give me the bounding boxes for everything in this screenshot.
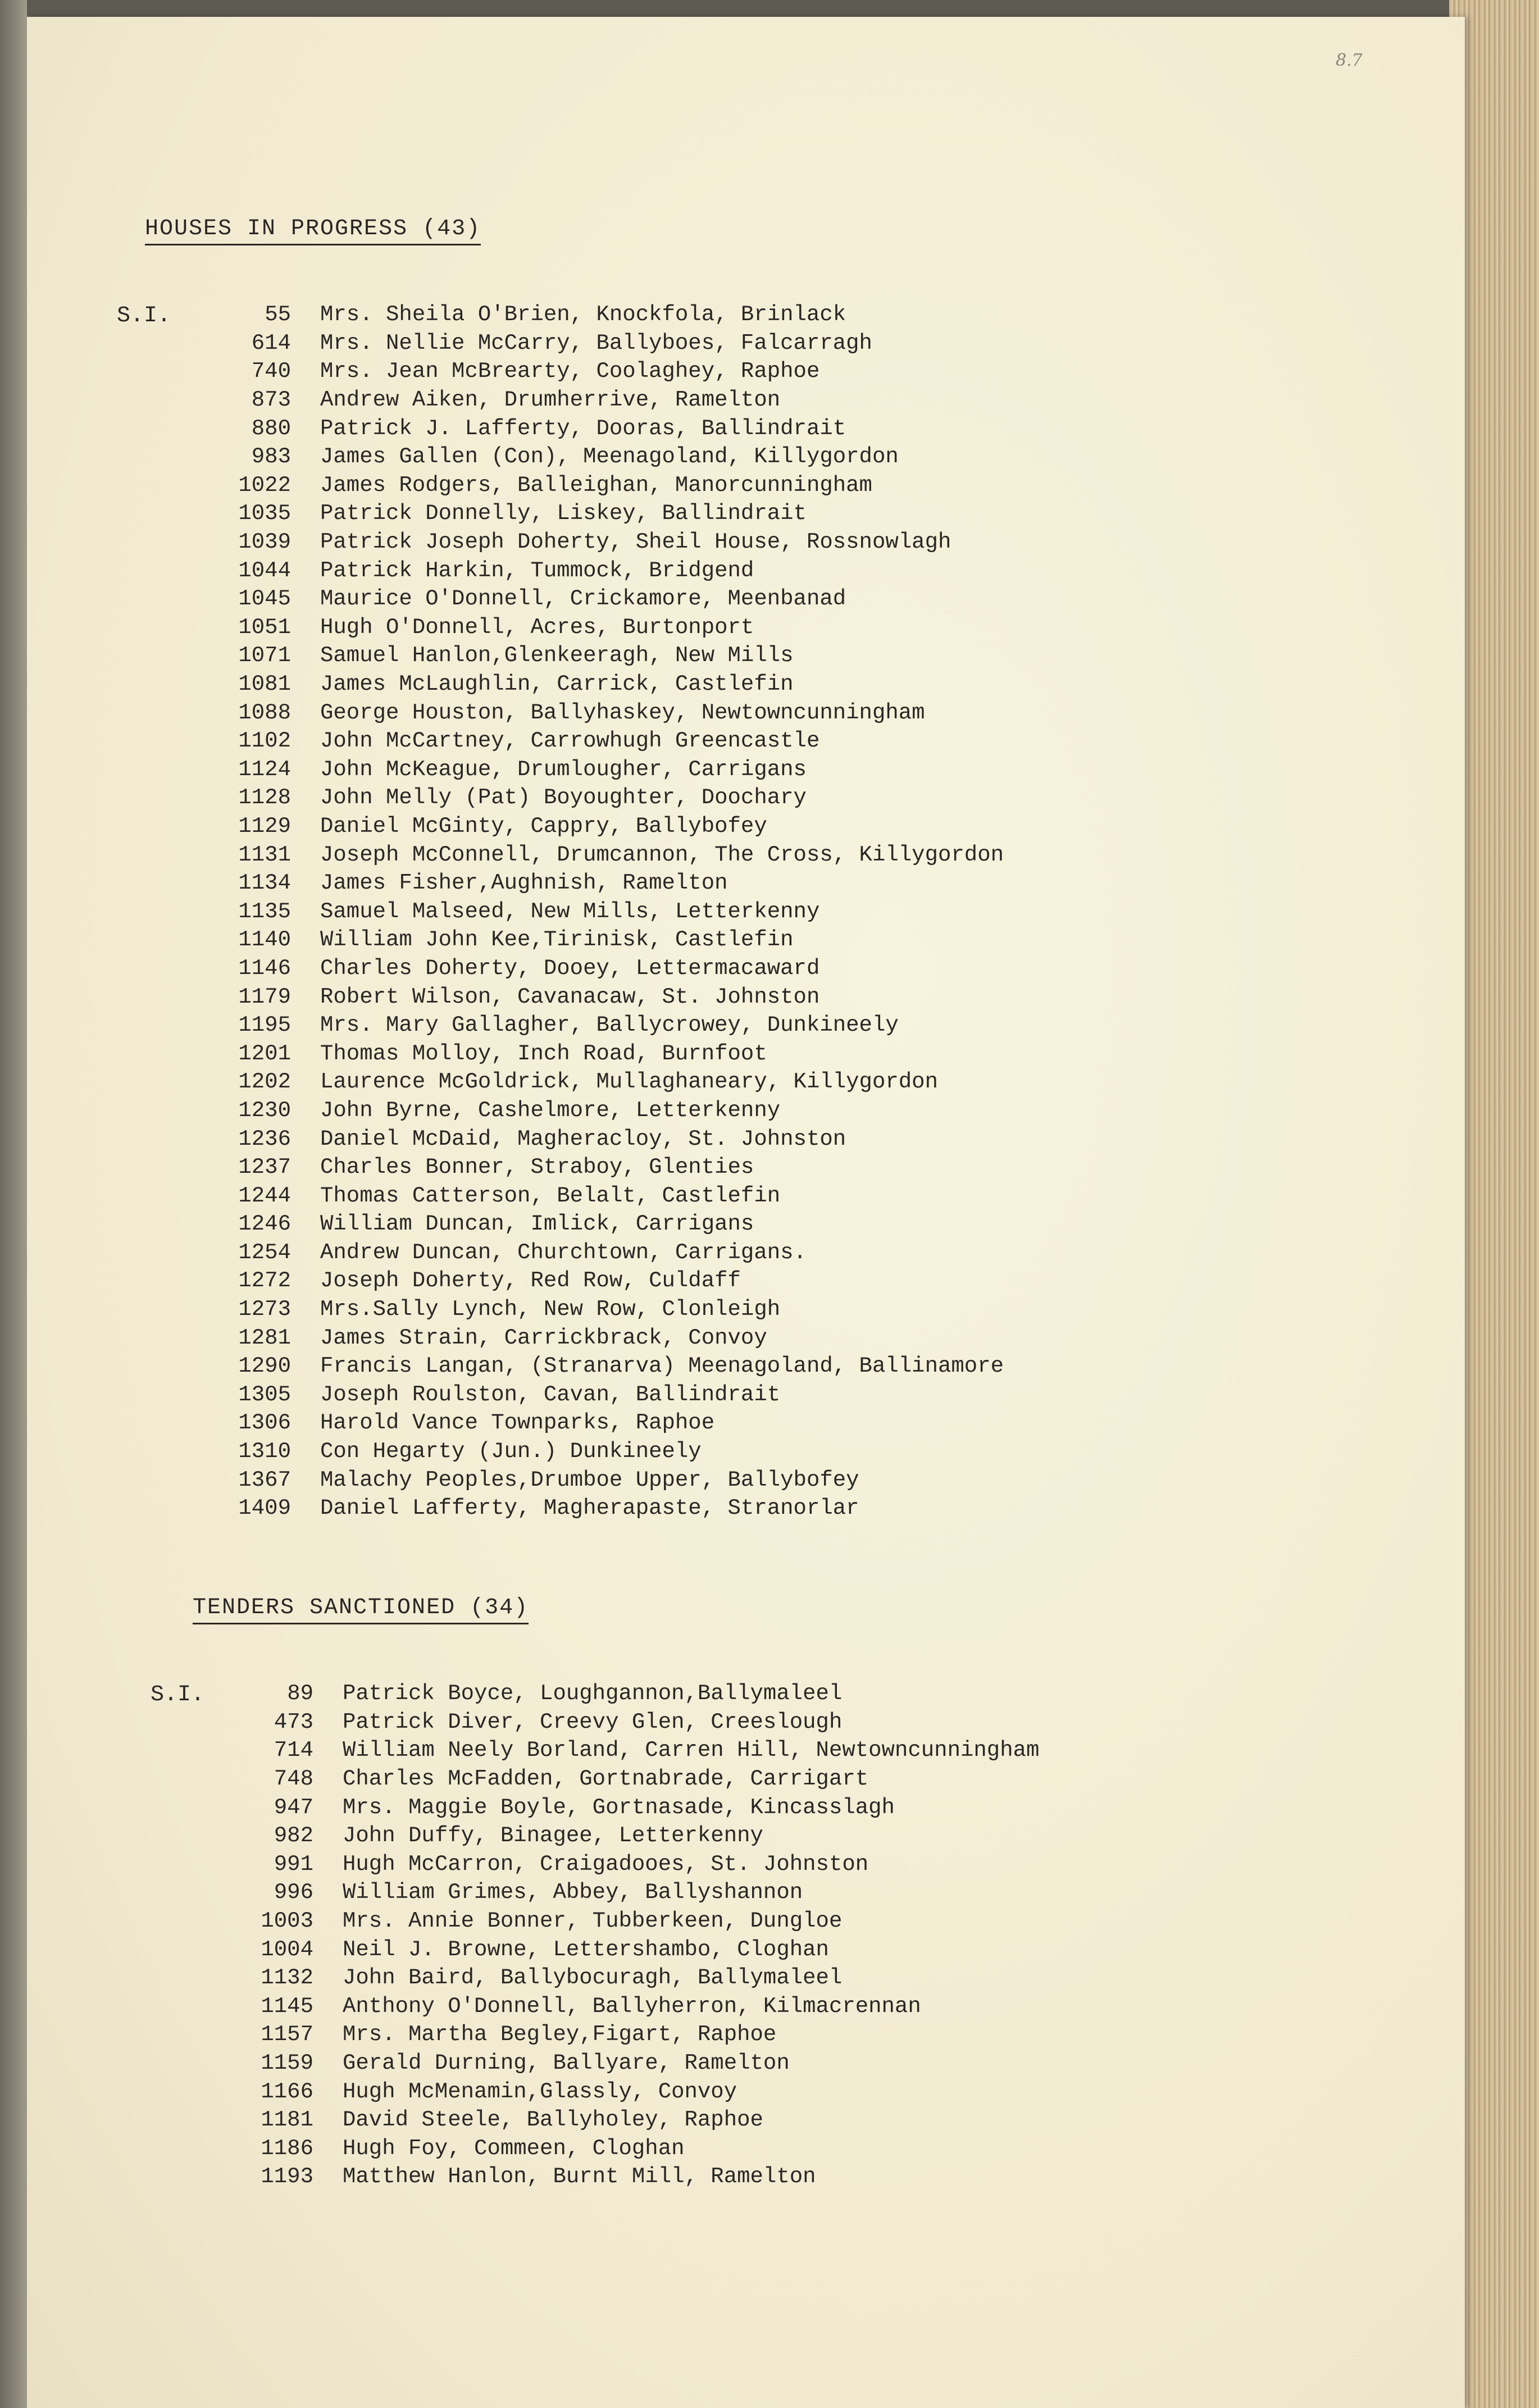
- list-item: [184, 1992, 1039, 2021]
- entry-number: 1088: [238, 700, 291, 725]
- entry-number: 1045: [238, 586, 291, 612]
- entry-number: 1022: [238, 472, 291, 498]
- entry-text: William John Kee,Tirinisk, Castlefin: [320, 927, 794, 953]
- entry-text: Andrew Aiken, Drumherrive, Ramelton: [320, 388, 781, 413]
- entry-number: 983: [251, 444, 291, 470]
- list-item: [162, 869, 1004, 898]
- entry-text: Patrick J. Lafferty, Dooras, Ballindrait: [320, 416, 846, 441]
- list-item: [162, 1039, 1004, 1068]
- entry-text: Charles Doherty, Dooey, Lettermacaward: [320, 955, 820, 981]
- entry-number: 1102: [238, 729, 291, 754]
- entry-number: 473: [274, 1709, 313, 1735]
- list-item: [162, 1239, 1004, 1267]
- houses-in-progress-list: [162, 301, 1004, 1523]
- entry-text: Maurice O'Donnell, Crickamore, Meenbanad: [320, 586, 846, 612]
- entry-text: John Byrne, Cashelmore, Letterkenny: [320, 1098, 781, 1123]
- list-item: [184, 2134, 1039, 2163]
- entry-text: Gerald Durning, Ballyare, Ramelton: [343, 2051, 790, 2076]
- entry-text: William Duncan, Imlick, Carrigans: [320, 1212, 754, 1237]
- entry-number: 1193: [261, 2164, 313, 2189]
- list-item: [162, 443, 1004, 471]
- entry-text: Mrs. Annie Bonner, Tubberkeen, Dungloe: [343, 1909, 843, 1934]
- entry-number: 1236: [238, 1126, 291, 1151]
- list-item: [162, 784, 1004, 812]
- entry-number: 1290: [238, 1354, 291, 1379]
- entry-text: Joseph Roulston, Cavan, Ballindrait: [320, 1382, 781, 1407]
- entry-number: 1367: [238, 1467, 291, 1492]
- entry-number: 1273: [238, 1297, 291, 1322]
- entry-number: 1305: [238, 1382, 291, 1407]
- list-item: [162, 812, 1004, 841]
- list-item: [184, 2049, 1039, 2078]
- entry-number: 1051: [238, 614, 291, 640]
- entry-text: Daniel Lafferty, Magherapaste, Stranorlar: [320, 1496, 859, 1521]
- entry-number: 1135: [238, 899, 291, 924]
- entry-text: Hugh McMenamin,Glassly, Convoy: [343, 2079, 737, 2104]
- entry-number: 1166: [261, 2079, 313, 2104]
- entry-text: Patrick Joseph Doherty, Sheil House, Rossnowlagh: [320, 530, 951, 555]
- entry-text: John Duffy, Binagee, Letterkenny: [343, 1823, 763, 1849]
- list-item: [162, 1323, 1004, 1352]
- list-item: [162, 613, 1004, 642]
- book-binding: [0, 0, 27, 2408]
- entry-number: 714: [274, 1738, 313, 1763]
- entry-number: 1131: [238, 842, 291, 867]
- list-item: [162, 954, 1004, 983]
- entry-number: 1254: [238, 1240, 291, 1265]
- list-item: [162, 357, 1004, 386]
- entry-text: John Baird, Ballybocuragh, Ballymaleel: [343, 1965, 843, 1991]
- entry-number: 1244: [238, 1183, 291, 1208]
- entry-number: 1081: [238, 672, 291, 697]
- entry-number: 1179: [238, 984, 291, 1009]
- list-item: [184, 1708, 1039, 1737]
- entry-text: Thomas Catterson, Belalt, Castlefin: [320, 1183, 781, 1208]
- entry-text: Charles McFadden, Gortnabrade, Carrigart: [343, 1767, 869, 1792]
- list-item: [162, 1181, 1004, 1210]
- list-item: [162, 528, 1004, 557]
- list-item: [184, 1765, 1039, 1794]
- entry-text: Daniel McDaid, Magheracloy, St. Johnston: [320, 1126, 846, 1151]
- entry-number: 1237: [238, 1155, 291, 1180]
- entry-text: Mrs. Mary Gallagher, Ballycrowey, Dunkineely: [320, 1013, 899, 1038]
- entry-number: 1128: [238, 785, 291, 811]
- entry-text: James Strain, Carrickbrack, Convoy: [320, 1325, 767, 1350]
- entry-number: 1004: [261, 1937, 313, 1962]
- entry-text: Neil J. Browne, Lettershambo, Cloghan: [343, 1937, 829, 1962]
- list-item: [184, 2106, 1039, 2134]
- entry-number: 1201: [238, 1041, 291, 1066]
- entry-text: Patrick Boyce, Loughgannon,Ballymaleel: [343, 1681, 843, 1706]
- list-item: [184, 1793, 1039, 1822]
- entry-text: John McCartney, Carrowhugh Greencastle: [320, 729, 820, 754]
- entry-text: Robert Wilson, Cavanacaw, St. Johnston: [320, 984, 820, 1009]
- list-item: [162, 641, 1004, 670]
- entry-number: 1134: [238, 871, 291, 896]
- entry-text: John Melly (Pat) Boyoughter, Doochary: [320, 785, 807, 811]
- entry-number: 1272: [238, 1268, 291, 1294]
- list-item: [162, 926, 1004, 954]
- entry-number: 1306: [238, 1410, 291, 1436]
- list-item: [162, 1295, 1004, 1324]
- list-item: [184, 1736, 1039, 1765]
- list-item: [184, 1679, 1039, 1708]
- entry-number: 1044: [238, 558, 291, 583]
- entry-text: George Houston, Ballyhaskey, Newtowncunningham: [320, 700, 925, 725]
- entry-text: Joseph McConnell, Drumcannon, The Cross, Killygordon: [320, 842, 1004, 867]
- entry-text: Charles Bonner, Straboy, Glenties: [320, 1155, 754, 1180]
- list-item: [184, 2163, 1039, 2191]
- list-item: [184, 1822, 1039, 1850]
- entry-number: 1246: [238, 1212, 291, 1237]
- entry-text: Harold Vance Townparks, Raphoe: [320, 1410, 715, 1436]
- list-item: [162, 1153, 1004, 1182]
- entry-number: 1202: [238, 1069, 291, 1095]
- list-item: [184, 1907, 1039, 1936]
- entry-number: 1195: [238, 1013, 291, 1038]
- entry-number: 1181: [261, 2107, 313, 2133]
- entry-number: 89: [287, 1681, 313, 1706]
- list-item: [184, 1850, 1039, 1879]
- entry-number: 1230: [238, 1098, 291, 1123]
- entry-text: Matthew Hanlon, Burnt Mill, Ramelton: [343, 2164, 816, 2189]
- entry-text: David Steele, Ballyholey, Raphoe: [343, 2107, 763, 2133]
- entry-number: 1310: [238, 1439, 291, 1464]
- entry-number: 996: [274, 1880, 313, 1905]
- list-item: [162, 301, 1004, 329]
- entry-text: John McKeague, Drumlougher, Carrigans: [320, 757, 807, 782]
- entry-text: Con Hegarty (Jun.) Dunkineely: [320, 1439, 702, 1464]
- entry-text: James Fisher,Aughnish, Ramelton: [320, 871, 728, 896]
- entry-text: Hugh O'Donnell, Acres, Burtonport: [320, 614, 754, 640]
- section-title-houses-in-progress: HOUSES IN PROGRESS (43): [145, 216, 481, 245]
- entry-text: Mrs. Maggie Boyle, Gortnasade, Kincasslagh: [343, 1795, 895, 1820]
- entry-number: 1003: [261, 1909, 313, 1934]
- entry-text: William Neely Borland, Carren Hill, Newtowncunningham: [343, 1738, 1040, 1763]
- entry-text: Mrs. Martha Begley,Figart, Raphoe: [343, 2022, 777, 2047]
- tenders-sanctioned-list: [184, 1679, 1039, 2191]
- list-item: [162, 585, 1004, 613]
- list-item: [162, 727, 1004, 755]
- entry-number: 1157: [261, 2022, 313, 2047]
- list-item: [162, 1011, 1004, 1040]
- entry-number: 1281: [238, 1325, 291, 1350]
- entry-text: Mrs. Jean McBrearty, Coolaghey, Raphoe: [320, 359, 820, 384]
- list-item: [184, 2020, 1039, 2049]
- entry-number: 55: [265, 302, 291, 327]
- list-item: [162, 414, 1004, 443]
- si-label: S.I.: [151, 1682, 205, 1708]
- entry-text: James Rodgers, Balleighan, Manorcunningham: [320, 472, 872, 498]
- entry-number: 740: [251, 359, 291, 384]
- list-item: [162, 755, 1004, 784]
- entry-number: 1186: [261, 2136, 313, 2161]
- list-item: [162, 1210, 1004, 1239]
- list-item: [162, 1068, 1004, 1096]
- document-page: [27, 17, 1465, 2408]
- list-item: [162, 1494, 1004, 1523]
- list-item: [162, 1381, 1004, 1409]
- entry-number: 1129: [238, 813, 291, 839]
- list-item: [184, 1964, 1039, 1992]
- list-item: [184, 2077, 1039, 2106]
- entry-text: Malachy Peoples,Drumboe Upper, Ballybofey: [320, 1467, 859, 1492]
- entry-number: 991: [274, 1851, 313, 1877]
- entry-text: Hugh McCarron, Craigadooes, St. Johnston: [343, 1851, 869, 1877]
- si-label: S.I.: [117, 303, 171, 329]
- entry-number: 1146: [238, 955, 291, 981]
- entry-text: Mrs. Nellie McCarry, Ballyboes, Falcarragh: [320, 330, 872, 356]
- entry-number: 1071: [238, 643, 291, 668]
- entry-text: William Grimes, Abbey, Ballyshannon: [343, 1880, 803, 1905]
- entry-text: James Gallen (Con), Meenagoland, Killygordon: [320, 444, 899, 470]
- entry-number: 1140: [238, 927, 291, 953]
- entry-text: Thomas Molloy, Inch Road, Burnfoot: [320, 1041, 767, 1066]
- entry-number: 982: [274, 1823, 313, 1849]
- list-item: [162, 670, 1004, 699]
- list-item: [162, 1267, 1004, 1295]
- entry-number: 1035: [238, 501, 291, 526]
- list-item: [162, 1465, 1004, 1494]
- list-item: [162, 1409, 1004, 1437]
- list-item: [162, 1125, 1004, 1153]
- entry-text: Patrick Harkin, Tummock, Bridgend: [320, 558, 754, 583]
- list-item: [162, 897, 1004, 926]
- entry-text: Anthony O'Donnell, Ballyherron, Kilmacrennan: [343, 1993, 921, 2019]
- list-item: [162, 471, 1004, 500]
- list-item: [162, 840, 1004, 869]
- list-item: [162, 329, 1004, 358]
- list-item: [162, 982, 1004, 1011]
- entry-text: Mrs.Sally Lynch, New Row, Clonleigh: [320, 1297, 781, 1322]
- entry-text: Samuel Malseed, New Mills, Letterkenny: [320, 899, 820, 924]
- entry-number: 1159: [261, 2051, 313, 2076]
- entry-number: 1124: [238, 757, 291, 782]
- entry-text: Samuel Hanlon,Glenkeeragh, New Mills: [320, 643, 794, 668]
- entry-text: Francis Langan, (Stranarva) Meenagoland, Ballinamore: [320, 1354, 1004, 1379]
- list-item: [162, 499, 1004, 528]
- list-item: [162, 1437, 1004, 1466]
- entry-text: James McLaughlin, Carrick, Castlefin: [320, 672, 794, 697]
- entry-number: 748: [274, 1767, 313, 1792]
- section-title-tenders-sanctioned: TENDERS SANCTIONED (34): [193, 1595, 529, 1624]
- list-item: [162, 556, 1004, 585]
- entry-number: 1039: [238, 530, 291, 555]
- entry-text: Patrick Donnelly, Liskey, Ballindrait: [320, 501, 807, 526]
- list-item: [162, 1096, 1004, 1125]
- page-mark: 8.7: [1336, 51, 1363, 70]
- entry-number: 880: [251, 416, 291, 441]
- list-item: [184, 1935, 1039, 1964]
- entry-text: Laurence McGoldrick, Mullaghaneary, Killygordon: [320, 1069, 938, 1095]
- entry-number: 873: [251, 388, 291, 413]
- entry-number: 614: [251, 330, 291, 356]
- entry-text: Andrew Duncan, Churchtown, Carrigans.: [320, 1240, 807, 1265]
- list-item: [184, 1878, 1039, 1907]
- entry-number: 1145: [261, 1993, 313, 2019]
- entry-text: Daniel McGinty, Cappry, Ballybofey: [320, 813, 767, 839]
- list-item: [162, 1352, 1004, 1381]
- entry-number: 1132: [261, 1965, 313, 1991]
- list-item: [162, 698, 1004, 727]
- entry-number: 947: [274, 1795, 313, 1820]
- entry-number: 1409: [238, 1496, 291, 1521]
- list-item: [162, 386, 1004, 415]
- entry-text: Mrs. Sheila O'Brien, Knockfola, Brinlack: [320, 302, 846, 327]
- entry-text: Joseph Doherty, Red Row, Culdaff: [320, 1268, 741, 1294]
- entry-text: Hugh Foy, Commeen, Cloghan: [343, 2136, 685, 2161]
- entry-text: Patrick Diver, Creevy Glen, Creeslough: [343, 1709, 843, 1735]
